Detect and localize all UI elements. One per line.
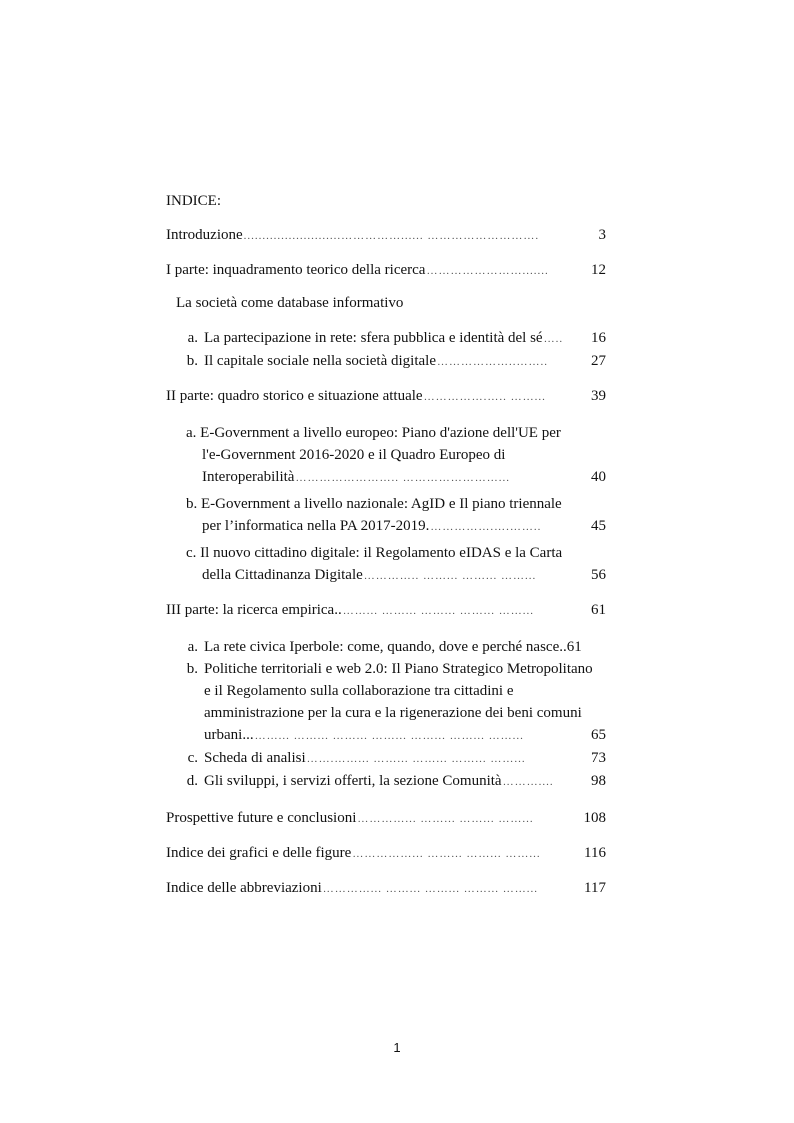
toc-entry-introduction [166, 224, 606, 247]
toc-entry-label: l'e-Government 2016-2020 e il Quadro Europeo di [202, 447, 506, 463]
toc-page-number: 108 [583, 810, 606, 826]
toc-entry-label: Il nuovo cittadino digitale: il Regolamento eIDAS e la Carta [200, 545, 563, 561]
toc-subentry [166, 493, 606, 538]
toc-page-number: 45 [591, 518, 606, 534]
toc-leader-dots: ……... ……... ……... ……... ……... ……... ……... [254, 730, 524, 742]
toc-leader-dots: ……………………....... [426, 265, 549, 277]
toc-list-marker: a. [187, 639, 198, 655]
toc-entry-label: amministrazione per la cura e la rigenerazione dei beni comuni [204, 705, 582, 721]
toc-leader-dots: …………….….…….. [430, 521, 542, 533]
toc-entry-label: I parte: inquadramento teorico della ricerca [166, 262, 426, 278]
toc-subheading: La società come database informativo [176, 295, 404, 311]
toc-entry-label: La partecipazione in rete: sfera pubblica e identità del sé [204, 330, 543, 346]
toc-heading: INDICE: [166, 193, 221, 209]
toc-entry-label: E-Government a livello europeo: Piano d'azione dell'UE per [200, 425, 561, 441]
toc-page-number: 39 [591, 388, 606, 404]
toc-page-number: 56 [591, 567, 606, 583]
toc-entry-label: Il capitale sociale nella società digitale [204, 353, 436, 369]
toc-entry-label: della Cittadinanza Digitale [202, 567, 363, 583]
toc-list-marker: c. [187, 750, 198, 766]
toc-leader-dots: …………………….. ……………………... [295, 472, 510, 484]
toc-leader-dots: ……….... [502, 776, 554, 788]
toc-part2-list [166, 422, 606, 587]
toc-list-marker: c. [186, 545, 197, 561]
toc-list-marker: d. [186, 773, 198, 789]
toc-subentry [166, 542, 606, 587]
toc-entry-label: II parte: quadro storico e situazione attuale [166, 388, 423, 404]
toc-entry-part1 [166, 259, 606, 282]
toc-page-number: 27 [591, 353, 606, 369]
toc-list-marker: b. [186, 353, 198, 369]
toc-entry-label: Gli sviluppi, i servizi offerti, la sezione Comunità [204, 773, 502, 789]
toc-page-number: 98 [591, 773, 606, 789]
toc-leader-dots: …………... ……... ……... ……... [357, 813, 534, 825]
toc-subentry [166, 422, 606, 489]
toc-entry-label: Prospettive future e conclusioni [166, 810, 357, 826]
toc-entry-conclusions [166, 807, 606, 830]
toc-leader-dots: ………………..…….. [436, 356, 548, 368]
toc-part3-list [166, 636, 606, 793]
toc-leader-dots: ………….. ……... ……... ……... [363, 570, 537, 582]
toc-leader-dots: ……………... ……... ……... ……... [352, 848, 541, 860]
toc-subentry [166, 658, 606, 747]
page-number-footer: 1 [393, 1040, 401, 1055]
toc-entry-label: per l’informatica nella PA 2017-2019. [202, 518, 430, 534]
toc-subentry [166, 636, 606, 658]
toc-leader-dots: …………….….. ……... [423, 391, 546, 403]
toc-page-number: 116 [584, 845, 606, 861]
toc-entry-label: e il Regolamento sulla collaborazione tra cittadini e [204, 683, 514, 699]
toc-entry-label: Interoperabilità [202, 469, 295, 485]
table-of-contents [166, 190, 606, 912]
toc-entry-label: Scheda di analisi [204, 750, 306, 766]
toc-subentry [166, 747, 606, 770]
toc-page-number: 61 [591, 602, 606, 618]
toc-subentry [166, 350, 606, 373]
toc-page-number: 12 [591, 262, 606, 278]
toc-entry-figures-index [166, 842, 606, 865]
toc-entry-label: Indice dei grafici e delle figure [166, 845, 352, 861]
toc-leader-dots: …………... ……... ……... ……... ……... [322, 883, 539, 895]
toc-subentry [166, 327, 606, 350]
toc-entry-abbreviations-index [166, 877, 606, 900]
toc-entry-label: Introduzione [166, 227, 243, 243]
toc-leader-dots: …….……... ……... ……... ……... ……... [306, 753, 526, 765]
toc-entry-part3 [166, 599, 606, 622]
toc-entry-label: Politiche territoriali e web 2.0: Il Piano Strategico Metropolitano [204, 661, 593, 677]
toc-leader-dots: ….. [543, 333, 564, 345]
toc-list-marker: a. [186, 425, 197, 441]
toc-page-number: 73 [591, 750, 606, 766]
toc-entry-part2 [166, 385, 606, 408]
toc-list-marker: a. [187, 330, 198, 346]
toc-entry-label: E-Government a livello nazionale: AgID e Il piano triennale [201, 496, 562, 512]
toc-list-marker: b. [186, 496, 198, 512]
toc-leader-dots: ..........................……………...... ………………………. [243, 230, 540, 242]
toc-entry-label: urbani... [204, 727, 254, 743]
toc-page-number: 3 [598, 227, 606, 243]
toc-part1-list [166, 327, 606, 373]
toc-subentry [166, 770, 606, 793]
toc-page-number: 16 [591, 330, 606, 346]
toc-page-number: 117 [584, 880, 606, 896]
toc-page-number: 40 [591, 469, 606, 485]
toc-page-number: 65 [591, 727, 606, 743]
toc-entry-label: III parte: la ricerca empirica.. [166, 602, 342, 618]
toc-entry-label: Indice delle abbreviazioni [166, 880, 322, 896]
toc-entry-label: La rete civica Iperbole: come, quando, dove e perché nasce.. [204, 639, 567, 655]
toc-leader-dots: ……... ……... ……... ……... ……... [342, 605, 534, 617]
toc-page-number: 61 [566, 639, 582, 655]
toc-list-marker: b. [186, 661, 198, 677]
